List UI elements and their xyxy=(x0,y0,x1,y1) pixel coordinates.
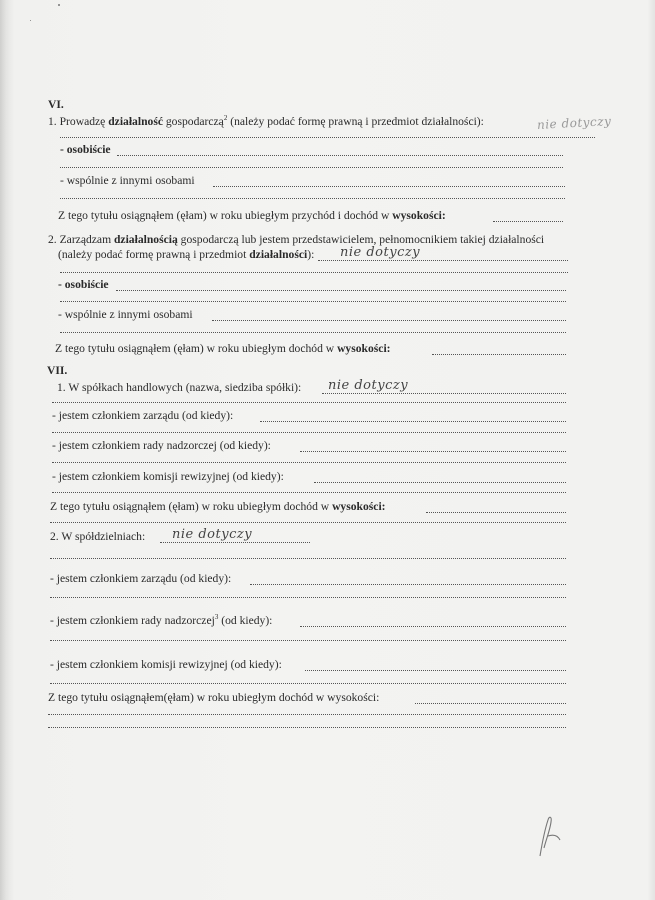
s6-q2-income: Z tego tytułu osiągnąłem (ęłam) w roku ubiegłym dochód w wysokości: xyxy=(55,342,391,355)
s6-q1-income: Z tego tytułu osiągnąłem (ęłam) w roku ubiegłym przychód i dochód w wysokości: xyxy=(58,209,446,222)
answer-line xyxy=(305,670,566,671)
s6-q1-personal-label: - osobiście xyxy=(60,143,111,156)
answer-line xyxy=(60,301,566,302)
s6-q1-question: 1. Prowadzę działalność gospodarczą$^2$ (należy podać formę prawną i przedmiot działalności): xyxy=(48,114,484,128)
s6-q1-joint-label: - wspólnie z innymi osobami xyxy=(60,174,195,187)
answer-line xyxy=(60,332,566,333)
s7-q1-question: 1. W spółkach handlowych (nazwa, siedziba spółki): xyxy=(57,381,302,394)
s6-q2-question-line2: (należy podać formę prawną i przedmiot działalności): xyxy=(58,248,315,261)
answer-line xyxy=(160,542,310,543)
answer-line xyxy=(50,558,566,559)
answer-line xyxy=(52,402,566,403)
s6-q2-joint-label: - wspólnie z innymi osobami xyxy=(58,308,193,321)
s7-q2-question: 2. W spółdzielniach: xyxy=(50,530,146,543)
answer-line xyxy=(260,421,566,422)
s7-q1-handwritten-answer: nie dotyczy xyxy=(328,378,409,393)
answer-line xyxy=(432,354,566,355)
section-7-heading: VII. xyxy=(47,364,68,377)
s7-q2-board-label: - jestem członkiem zarządu (od kiedy): xyxy=(50,572,232,585)
s7-q1-audit-label: - jestem członkiem komisji rewizyjnej (od kiedy): xyxy=(52,470,284,483)
answer-line xyxy=(50,683,566,684)
s6-q2-handwritten-answer: nie dotyczy xyxy=(340,245,421,260)
s7-q1-income: Z tego tytułu osiągnąłem (ęłam) w roku ubiegłym dochód w wysokości: xyxy=(50,500,386,513)
section-6-heading: VI. xyxy=(48,98,64,111)
answer-line xyxy=(52,432,566,433)
s7-q1-supervisory-label: - jestem członkiem rady nadzorczej (od kiedy): xyxy=(52,439,271,452)
scan-speck xyxy=(58,4,60,6)
answer-line xyxy=(493,221,563,222)
s7-q2-income: Z tego tytułu osiągnąłem(ęłam) w roku ubiegłym dochód w wysokości: xyxy=(48,691,380,704)
answer-line xyxy=(213,186,565,187)
answer-line xyxy=(314,482,566,483)
answer-line xyxy=(50,522,566,523)
s7-q2-audit-label: - jestem członkiem komisji rewizyjnej (od kiedy): xyxy=(50,658,282,671)
answer-line xyxy=(426,512,566,513)
scan-speck xyxy=(30,20,31,21)
answer-line xyxy=(318,260,568,261)
handwritten-initials xyxy=(530,810,570,860)
answer-line xyxy=(52,492,566,493)
answer-line xyxy=(116,290,566,291)
answer-line xyxy=(60,167,563,168)
answer-line xyxy=(50,640,566,641)
s7-q1-board-label: - jestem członkiem zarządu (od kiedy): xyxy=(52,409,234,422)
answer-line xyxy=(415,703,566,704)
answer-line xyxy=(212,320,566,321)
answer-line xyxy=(50,597,566,598)
answer-line xyxy=(117,155,563,156)
s6-q2-personal-label: - osobiście xyxy=(58,278,109,291)
answer-line xyxy=(48,714,566,715)
scan-edge-shadow xyxy=(647,0,655,900)
s7-q2-supervisory-label: - jestem członkiem rady nadzorczej$^3$ (od kiedy): xyxy=(50,613,273,627)
answer-line xyxy=(300,626,566,627)
s6-q1-handwritten-answer: nie dotyczy xyxy=(536,114,612,132)
answer-line xyxy=(250,584,566,585)
answer-line xyxy=(48,727,566,728)
answer-line xyxy=(60,272,568,273)
answer-line xyxy=(322,393,566,394)
answer-line xyxy=(300,451,566,452)
s6-q2-question: 2. Zarządzam działalnością gospodarczą lub jestem przedstawicielem, pełnomocnikiem takiej działalności xyxy=(48,233,545,246)
s7-q2-handwritten-answer: nie dotyczy xyxy=(172,527,253,542)
answer-line xyxy=(60,137,595,138)
answer-line xyxy=(60,198,565,199)
answer-line xyxy=(52,462,566,463)
